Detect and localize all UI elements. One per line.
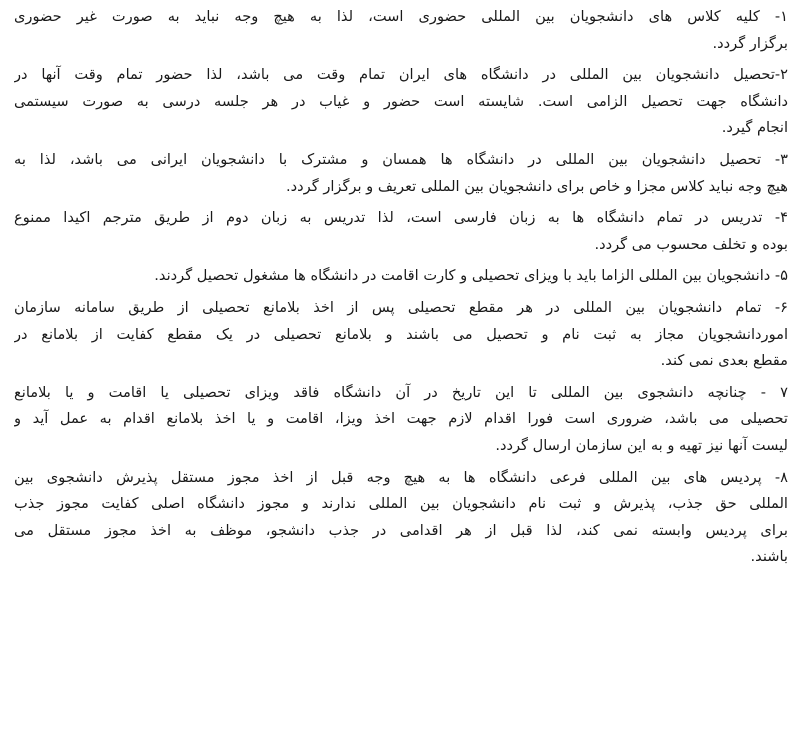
regulation-item-4 xyxy=(14,205,788,258)
regulation-item-7 xyxy=(14,380,788,460)
text-line: ۲-تحصیل دانشجویان بین المللی در دانشگاه های ایران تمام وقت می باشد، لذا حضور تمام وقت آنها در xyxy=(14,66,788,84)
text-line: مقطع بعدی نمی کند. xyxy=(660,352,788,370)
text-line: لیست آنها نیز تهیه و به این سازمان ارسال گردد. xyxy=(495,436,788,454)
regulation-item-5 xyxy=(14,263,788,290)
regulation-item-1 xyxy=(14,4,788,57)
text-line: ۶- تمام دانشجویان بین المللی در هر مقطع تحصیلی پس از اخذ بلامانع تحصیلی از طریق سامانه سازمان xyxy=(14,298,788,316)
regulation-item-6 xyxy=(14,295,788,375)
text-line: ۴- تدریس در تمام دانشگاه ها به زبان فارسی است، لذا تدریس به زبان دوم از طریق مترجم اکیدا ممنوع xyxy=(14,209,788,227)
text-line: اموردانشجویان مجاز به ثبت نام و تحصیل می باشند و بلامانع تحصیلی در یک مقطع کفایت از بلامانع در xyxy=(14,325,788,343)
text-line: دانشگاه جهت تحصیل الزامی است. شایسته است حضور و غیاب در هر جلسه درسی به صورت سیستمی xyxy=(14,92,788,110)
text-line: ۱- کلیه کلاس های دانشجویان بین المللی حضوری است، لذا به هیچ وجه نباید به صورت غیر حضوری xyxy=(14,8,788,25)
text-line: ۳- تحصیل دانشجویان بین المللی در دانشگاه ها همسان و مشترک با دانشجویان ایرانی می باشد، لذا به xyxy=(14,150,788,168)
text-line: برگزار گردد. xyxy=(712,34,788,52)
text-line: تحصیلی می باشد، ضروری است فورا اقدام لازم جهت اخذ ویزا، اقامت و یا اخذ بلامانع اقدام به عمل آید و xyxy=(14,410,788,428)
text-line: ۵- دانشجویان بین المللی الزاما باید با ویزای تحصیلی و کارت اقامت در دانشگاه ها مشغول تحصیل گردند. xyxy=(154,267,788,285)
regulation-item-2 xyxy=(14,62,788,142)
regulation-item-8 xyxy=(14,465,788,571)
text-line: ۸- پردیس های بین المللی فرعی دانشگاه ها به هیچ وجه قبل از اخذ مجوز مستقل پذیرش دانشجوی بین xyxy=(14,468,788,486)
text-line: برای پردیس وابسته نمی کند، لذا قبل از هر اقدامی در جذب دانشجو، موظف به اخذ مجوز مستقل می xyxy=(14,521,788,539)
text-line: هیچ وجه نباید کلاس مجزا و خاص برای دانشجویان بین المللی تعریف و برگزار گردد. xyxy=(286,177,788,195)
regulation-item-3 xyxy=(14,147,788,200)
text-line: المللی حق جذب، پذیرش و ثبت نام دانشجویان بین المللی ندارند و مجوز دانشگاه اصلی کفایت مجوز جذب xyxy=(14,495,788,513)
text-line: بوده و تخلف محسوب می گردد. xyxy=(594,235,788,253)
text-line: ۷ - چنانچه دانشجوی بین المللی تا این تاریخ در آن دانشگاه فاقد ویزای تحصیلی یا اقامت و یا بلامانع xyxy=(14,383,788,401)
text-line: انجام گیرد. xyxy=(721,119,788,137)
text-line: باشند. xyxy=(750,548,788,566)
